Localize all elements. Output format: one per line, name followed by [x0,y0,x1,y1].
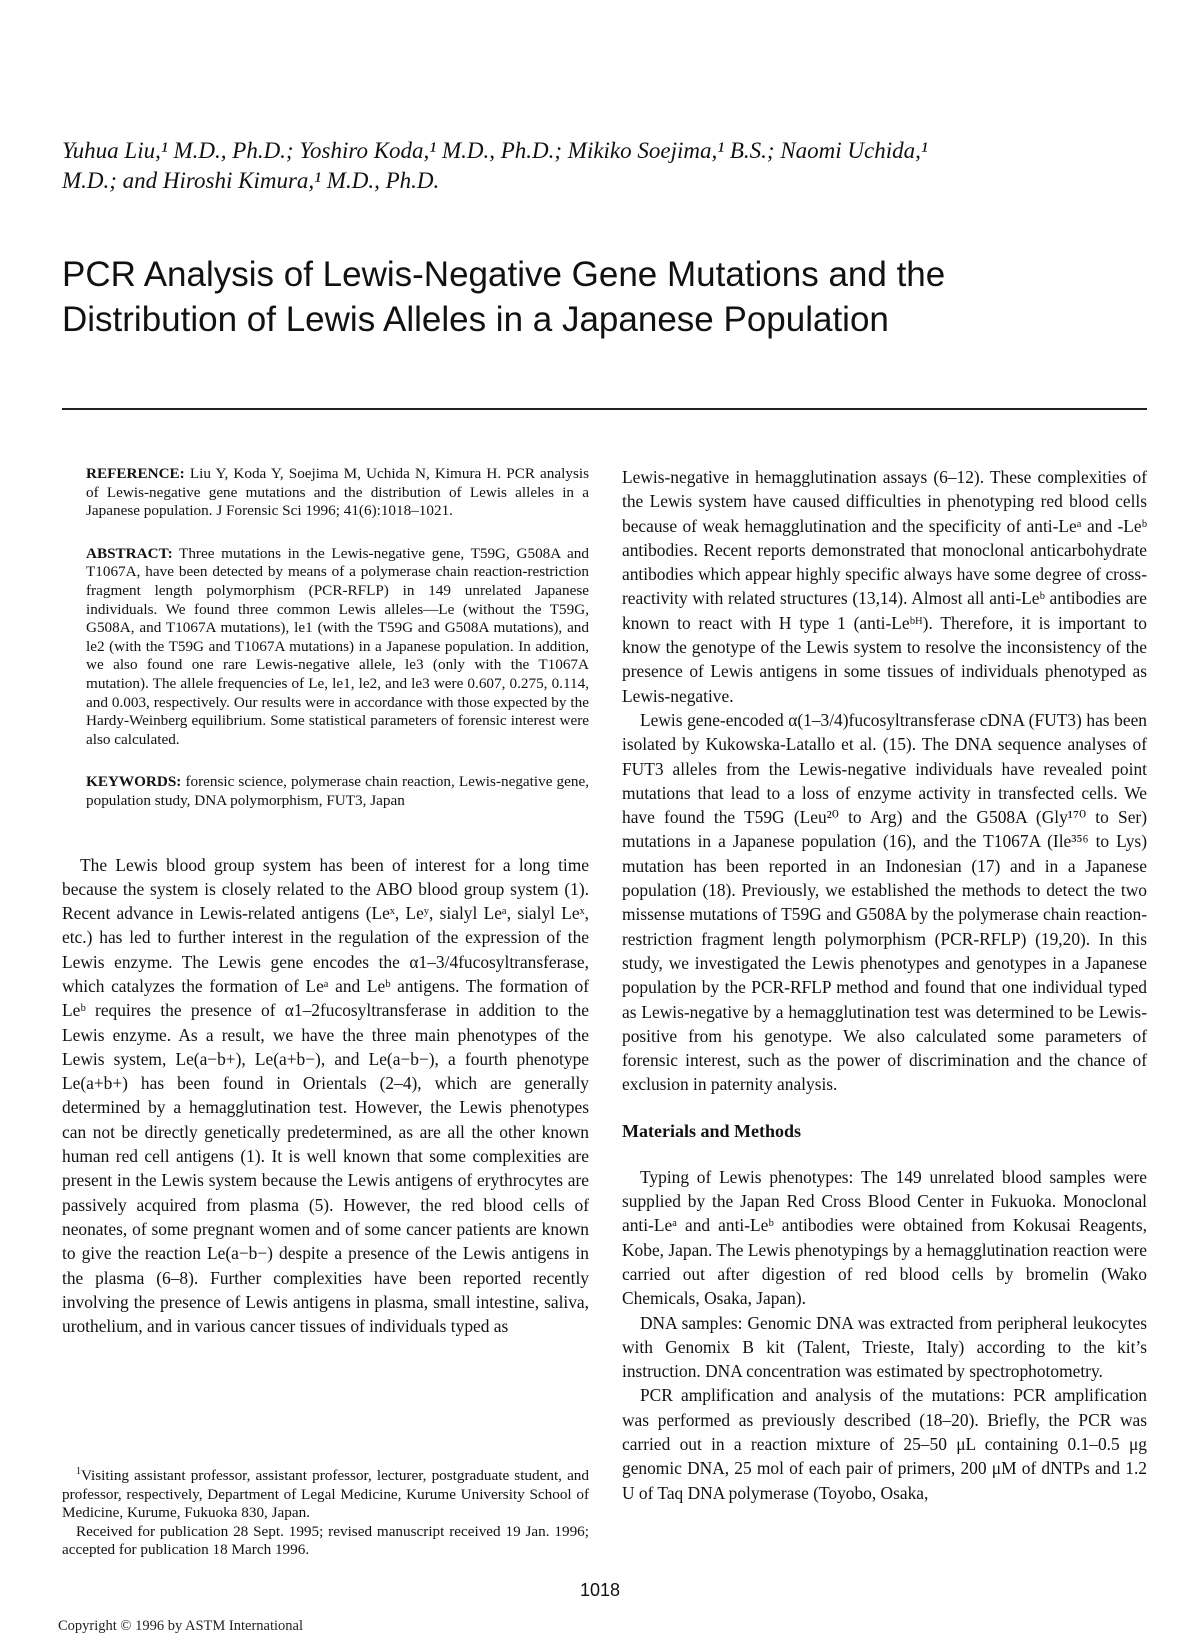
copyright-notice: Copyright © 1996 by ASTM International [58,1618,304,1634]
title-line-1: PCR Analysis of Lewis-Negative Gene Mutations and the [62,255,946,294]
reference-paragraph [86,465,589,521]
methods-heading: Materials and Methods [622,1120,801,1141]
pcr-paragraph: PCR amplification and analysis of the mutations: PCR amplification was performed as previously described (18–20). Briefly, the PCR was carried out in a reaction mixture of 25–50 μL containing 0.1–0.5 μg genomic DNA, 25 mol of each pair of primers, 200 μM of dNTPs and 1.2 U of Taq DNA polymerase (Toyobo, Osaka, [622,1385,1147,1503]
affiliation-footnote [62,1467,589,1523]
dna-paragraph: DNA samples: Genomic DNA was extracted from peripheral leukocytes with Genomix B kit (Talent, Trieste, Italy) according to the kit’s instruction. DNA concentration was estimated by spectrophotometry. [622,1312,1147,1382]
author-line-1: Yuhua Liu,¹ M.D., Ph.D.; Yoshiro Koda,¹ M.D., Ph.D.; Mikiko Soejima,¹ B.S.; Naomi Uchida,¹ [62,138,928,163]
keywords-label: KEYWORDS: [86,773,182,791]
reference-text: Liu Y, Koda Y, Soejima M, Uchida N, Kimura H. PCR analysis of Lewis-negative gene mutations and the distribution of Lewis alleles in a Japanese population. J Forensic Sci 1996; 41(6):1018–1021. [86,465,589,520]
received-footnote: Received for publication 28 Sept. 1995; revised manuscript received 19 Jan. 1996; accepted for publication 18 March 1996. [62,1522,589,1559]
right-column [622,465,1147,1505]
author-list [62,136,1142,196]
footnote-marker: 1 [76,1465,81,1477]
fut3-paragraph: Lewis gene-encoded α(1–3/4)fucosyltransferase cDNA (FUT3) has been isolated by Kukowska-Latallo et al. (15). The DNA sequence analyses of FUT3 alleles from the Lewis-negative individuals have revealed point mutations that lead to a loss of enzyme activity in transfected cells. We have found the T59G (Leu²⁰ to Arg) and the G508A (Gly¹⁷⁰ to Ser) mutations in a Japanese population (16), and the T1067A (Ile³⁵⁶ to Lys) mutation has been reported in an Indonesian (17) and in a Japanese population (18). Previously, we established the methods to detect the two missense mutations of T59G and G508A by the polymerase chain reaction-restriction fragment length polymorphism (PCR-RFLP) (19,20). In this study, we investigated the Lewis phenotypes and genotypes in a Japanese population by the PCR-RFLP method and found that one individual typed as Lewis-negative by a hemagglutination test was determined to be Lewis-positive from his genotype. We also calculated some parameters of forensic interest, such as the power of discrimination and the chance of exclusion in paternity analysis. [622,709,1147,1095]
keywords-text: forensic science, polymerase chain reaction, Lewis-negative gene, population study, DNA polymorphism, FUT3, Japan [86,773,589,809]
page-number: 1018 [579,1580,621,1600]
continuation-paragraph: Lewis-negative in hemagglutination assays (6–12). These complexities of the Lewis system have caused difficulties in phenotyping red blood cells because of weak hemagglutination and the specificity of anti-Leᵃ and -Leᵇ antibodies. Recent reports demonstrated that monoclonal anticarbohydrate antibodies which appear highly specific always have some degree of cross-reactivity with related structures (13,14). Almost all anti-Leᵇ antibodies are known to react with H type 1 (anti-Leᵇᴴ). Therefore, it is important to know the genotype of the Lewis system to resolve the inconsistency of the presence of Lewis antigens in some tissues of individuals phenotyped as Lewis-negative. [622,467,1147,706]
paper-title [62,252,1142,342]
abstract-text: Three mutations in the Lewis-negative gene, T59G, G508A and T1067A, have been detected by means of a polymerase chain reaction-restriction fragment length polymorphism (PCR-RFLP) in 149 unrelated Japanese individuals. We found three common Lewis alleles—Le (without the T59G, G508A, and T1067A mutations), le1 (with the T59G and G508A mutations), and le2 (with the T59G and T1067A mutations) in a Japanese population. In addition, we also found one rare Lewis-negative allele, le3 (only with the T1067A mutation). The allele frequencies of Le, le1, le2, and le3 were 0.607, 0.275, 0.114, and 0.003, respectively. Our results were in accordance with those expected by the Hardy-Weinberg equilibrium. Some statistical parameters of forensic interest were also calculated. [86,544,589,748]
title-line-2: Distribution of Lewis Alleles in a Japanese Population [62,300,889,339]
footnotes [62,1467,589,1560]
author-line-2: M.D.; and Hiroshi Kimura,¹ M.D., Ph.D. [62,168,440,193]
title-divider [62,408,1147,410]
abstract-block [86,465,589,811]
intro-body [62,853,589,1339]
affiliation-text: Visiting assistant professor, assistant professor, lecturer, postgraduate student, and professor, respectively, Department of Legal Medicine, Kurume University School of Medicine, Kurume, Fukuoka 830, Japan. [62,1467,589,1522]
reference-label: REFERENCE: [86,465,185,482]
keywords-paragraph [86,773,589,810]
abstract-label: ABSTRACT: [86,544,173,562]
intro-paragraph: The Lewis blood group system has been of interest for a long time because the system is closely related to the ABO blood group system (1). Recent advance in Lewis-related antigens (Leˣ, Leʸ, sialyl Leᵃ, sialyl Leˣ, etc.) has led to further interest in the regulation of the expression of the Lewis enzyme. The Lewis gene encodes the α1–3/4fucosyltransferase, which catalyzes the formation of Leᵃ and Leᵇ antigens. The formation of Leᵇ requires the presence of α1–2fucosyltransferase in addition to the Lewis enzyme. As a result, we have the three main phenotypes of the Lewis system, Le(a−b+), Le(a+b−), and Le(a−b−), a fourth phenotype Le(a+b+) has been found in Orientals (2–4), which are generally determined by a hemagglutination test. However, the Lewis phenotypes can not be directly genetically predetermined, as are all the other known human red cell antigens (1). It is well known that some complexities are present in the Lewis system because the Lewis antigens of erythrocytes are passively acquired from plasma (5). However, the red blood cells of neonates, of some pregnant women and of some cancer patients are known to give the reaction Le(a−b−) despite a presence of the Lewis antigens in the plasma (6–8). Further complexities have been reported recently involving the presence of Lewis antigens in plasma, small intestine, saliva, urothelium, and in various cancer tissues of individuals typed as [62,854,589,1337]
left-column [62,465,589,1338]
typing-paragraph: Typing of Lewis phenotypes: The 149 unrelated blood samples were supplied by the Japan Red Cross Blood Center in Fukuoka. Monoclonal anti-Leᵃ and anti-Leᵇ antibodies were obtained from Kokusai Reagents, Kobe, Japan. The Lewis phenotypings by a hemagglutination reaction were carried out after digestion of red blood cells by bromelin (Wako Chemicals, Osaka, Japan). [622,1166,1147,1309]
abstract-paragraph [86,545,589,750]
